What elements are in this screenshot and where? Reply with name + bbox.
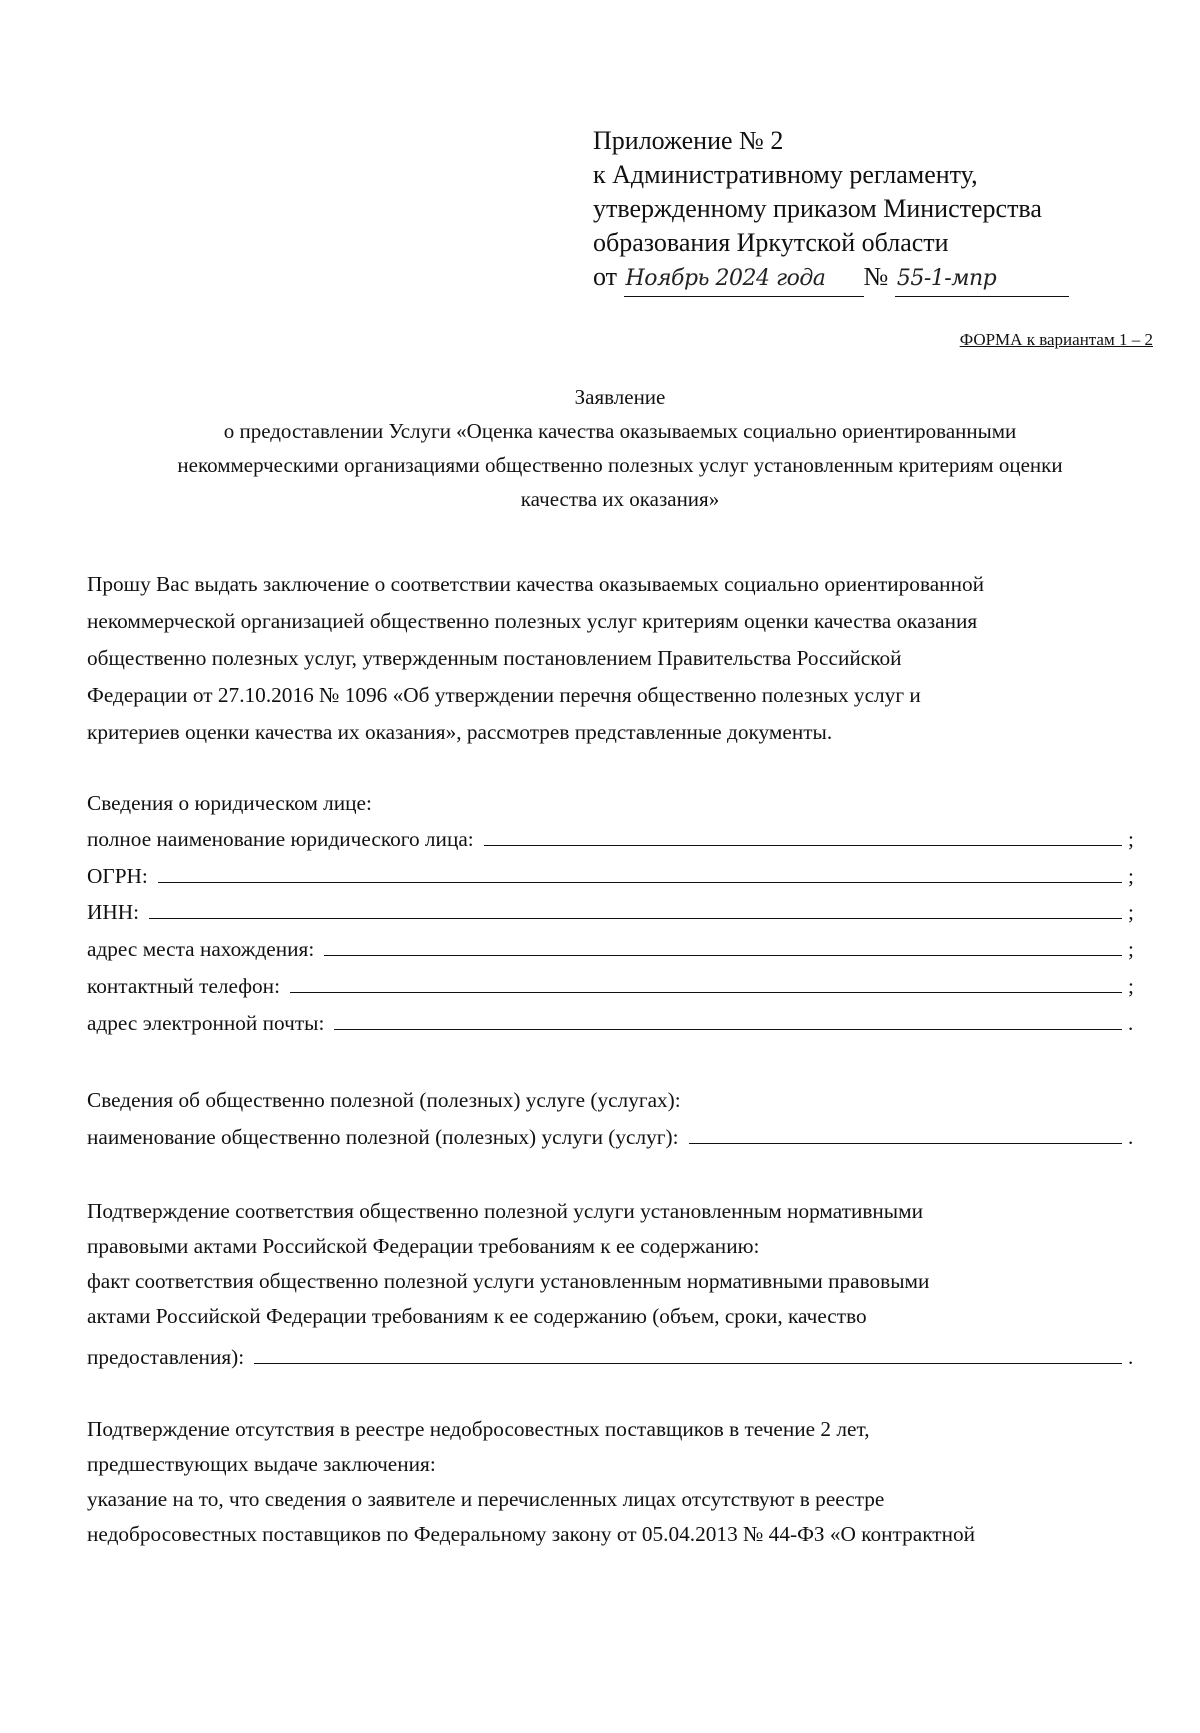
- field-label: адрес электронной почты:: [87, 1011, 325, 1035]
- field-label: полное наименование юридического лица:: [87, 827, 474, 851]
- field-end: .: [1128, 1011, 1134, 1035]
- field-phone[interactable]: [87, 965, 1142, 999]
- fill-line[interactable]: [290, 991, 1122, 993]
- field-label: наименование общественно полезной (полезных) услуги (услуг):: [87, 1125, 679, 1149]
- field-label: предоставления):: [87, 1345, 245, 1369]
- field-end: .: [1128, 1345, 1134, 1369]
- field-end: ;: [1128, 974, 1134, 998]
- registry-line-4: недобросовестных поставщиков по Федеральному закону от 05.04.2013 № 44-ФЗ «О контрактной: [87, 1522, 976, 1546]
- registry-section: [87, 1412, 1147, 1552]
- fill-line[interactable]: [254, 1362, 1122, 1364]
- title-line-2: о предоставлении Услуги «Оценка качества оказываемых социально ориентированными: [223, 419, 1017, 443]
- service-heading-text: Сведения об общественно полезной (полезных) услуге (услугах):: [87, 1088, 681, 1112]
- title-line-1: Заявление: [574, 385, 666, 409]
- fill-line[interactable]: [689, 1142, 1122, 1144]
- field-label: адрес места нахождения:: [87, 937, 315, 961]
- appendix-line-1: Приложение № 2: [593, 126, 784, 155]
- registry-line-2: предшествующих выдаче заключения:: [87, 1452, 436, 1476]
- title-line-3: некоммерческими организациями общественно полезных услуг установленным критериям оценки: [177, 453, 1063, 477]
- request-line-3: общественно полезных услуг, утвержденным постановлением Правительства Российской: [87, 646, 902, 670]
- field-email[interactable]: [87, 1002, 1142, 1036]
- field-end: ;: [1128, 900, 1134, 924]
- request-line-4: Федерации от 27.10.2016 № 1096 «Об утверждении перечня общественно полезных услуг и: [87, 683, 921, 707]
- field-label: ИНН:: [87, 900, 140, 924]
- fill-line[interactable]: [149, 917, 1122, 919]
- handwritten-number: 55-1-мпр: [895, 262, 1069, 297]
- field-label: ОГРН:: [87, 864, 148, 888]
- fill-line[interactable]: [334, 1028, 1122, 1030]
- service-heading: [87, 1082, 1147, 1118]
- field-address[interactable]: [87, 928, 1142, 962]
- appendix-line-3: утвержденному приказом Министерства: [593, 194, 1042, 223]
- request-line-1: Прошу Вас выдать заключение о соответствии качества оказываемых социально ориентированной: [87, 572, 985, 596]
- field-full-name[interactable]: [87, 818, 1142, 852]
- legal-entity-heading-text: Сведения о юридическом лице:: [87, 791, 372, 815]
- field-ogrn[interactable]: [87, 855, 1142, 889]
- fill-line[interactable]: [484, 844, 1122, 846]
- request-paragraph: [87, 566, 1147, 751]
- field-end: .: [1128, 1125, 1134, 1149]
- appendix-line-2: к Административному регламенту,: [593, 160, 978, 189]
- request-line-5: критериев оценки качества их оказания», рассмотрев представленные документы.: [87, 720, 833, 744]
- registry-line-3: указание на то, что сведения о заявителе и перечисленных лицах отсутствуют в реестре: [87, 1487, 885, 1511]
- fill-line[interactable]: [324, 954, 1122, 956]
- from-label: от: [593, 262, 618, 291]
- number-label: №: [863, 262, 889, 291]
- title-line-4: качества их оказания»: [520, 487, 720, 511]
- field-label: контактный телефон:: [87, 974, 280, 998]
- appendix-header: [593, 124, 1153, 297]
- registry-line-1: Подтверждение отсутствия в реестре недобросовестных поставщиков в течение 2 лет,: [87, 1417, 870, 1441]
- legal-entity-heading: [87, 785, 1147, 821]
- fill-line[interactable]: [158, 881, 1122, 883]
- field-service-name[interactable]: [87, 1116, 1142, 1150]
- field-inn[interactable]: [87, 891, 1142, 925]
- request-line-2: некоммерческой организацией общественно полезных услуг критериям оценки качества оказания: [87, 609, 978, 633]
- field-end: ;: [1128, 827, 1134, 851]
- field-compliance-provision[interactable]: [87, 1336, 1142, 1370]
- field-end: ;: [1128, 864, 1134, 888]
- compliance-line-4: актами Российской Федерации требованиям к ее содержанию (объем, сроки, качество: [87, 1304, 867, 1328]
- form-variant-label: ФОРМА к вариантам 1 – 2: [959, 330, 1153, 349]
- field-end: ;: [1128, 937, 1134, 961]
- appendix-line-4: образования Иркутской области: [593, 228, 949, 257]
- handwritten-date: Ноябрь 2024 года: [624, 262, 864, 297]
- compliance-line-3: факт соответствия общественно полезной услуги установленным нормативными правовыми: [87, 1269, 930, 1293]
- compliance-section: [87, 1194, 1147, 1334]
- compliance-line-1: Подтверждение соответствия общественно полезной услуги установленным нормативными: [87, 1199, 923, 1223]
- order-date-number-line: [593, 260, 1153, 297]
- document-title: [80, 380, 1160, 516]
- compliance-line-2: правовыми актами Российской Федерации требованиям к ее содержанию:: [87, 1234, 760, 1258]
